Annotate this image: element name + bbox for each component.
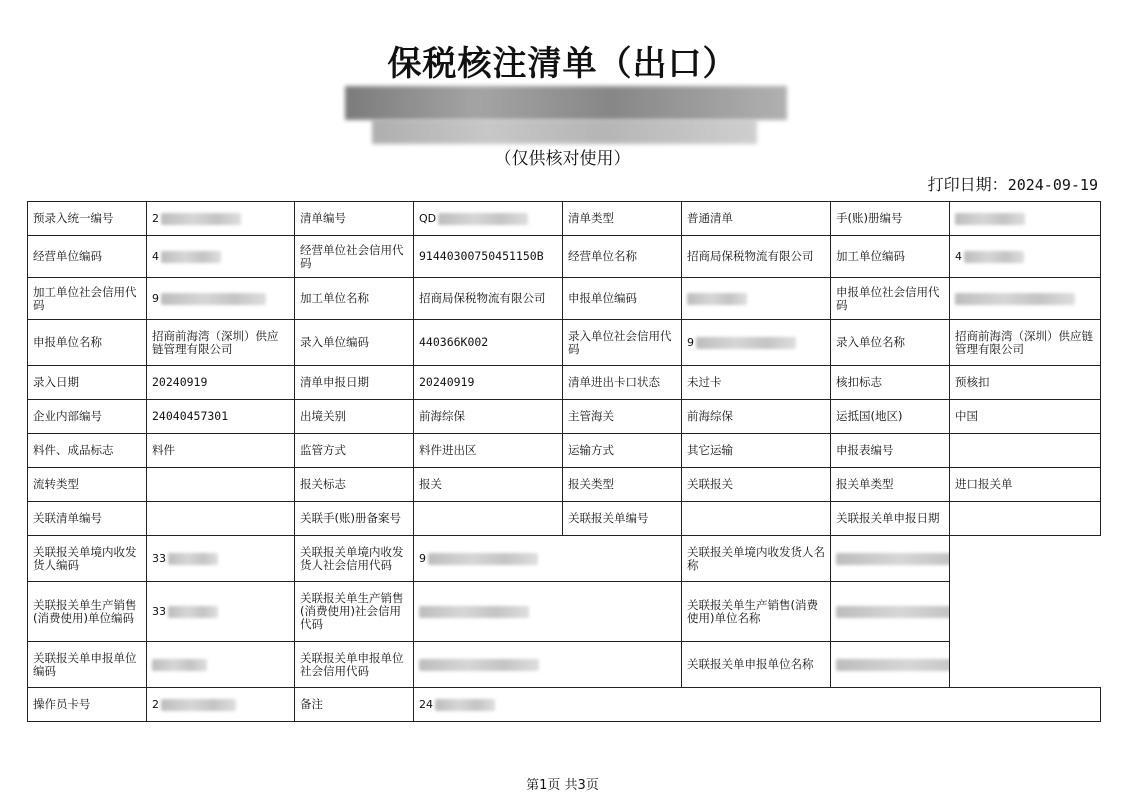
field-value: 20240919 bbox=[414, 366, 563, 400]
field-label: 关联报关单申报单位社会信用代码 bbox=[295, 642, 414, 688]
field-value bbox=[950, 502, 1101, 536]
field-value-prefix: 9 bbox=[419, 552, 426, 565]
field-value bbox=[950, 202, 1101, 236]
field-value: 报关 bbox=[414, 468, 563, 502]
field-label: 清单编号 bbox=[295, 202, 414, 236]
field-label: 关联清单编号 bbox=[28, 502, 147, 536]
field-label: 申报表编号 bbox=[831, 434, 950, 468]
field-label: 手(账)册编号 bbox=[831, 202, 950, 236]
field-value: 其它运输 bbox=[682, 434, 831, 468]
field-value bbox=[414, 582, 682, 642]
table-row bbox=[28, 536, 1101, 582]
field-label: 申报单位社会信用代码 bbox=[831, 278, 950, 320]
redacted-value bbox=[168, 553, 218, 565]
field-label: 报关类型 bbox=[563, 468, 682, 502]
table-row bbox=[28, 366, 1101, 400]
field-value bbox=[831, 536, 950, 582]
field-value: 20240919 bbox=[147, 366, 295, 400]
field-value: 关联报关 bbox=[682, 468, 831, 502]
field-value bbox=[831, 642, 950, 688]
field-value bbox=[682, 320, 831, 366]
redacted-value bbox=[419, 606, 529, 618]
field-value: 中国 bbox=[950, 400, 1101, 434]
field-label: 运输方式 bbox=[563, 434, 682, 468]
field-label: 核扣标志 bbox=[831, 366, 950, 400]
table-row bbox=[28, 502, 1101, 536]
field-value-prefix: 33 bbox=[152, 552, 166, 565]
table-row bbox=[28, 400, 1101, 434]
field-label: 录入单位名称 bbox=[831, 320, 950, 366]
field-label: 录入日期 bbox=[28, 366, 147, 400]
field-label: 清单申报日期 bbox=[295, 366, 414, 400]
field-value bbox=[682, 278, 831, 320]
redacted-value bbox=[696, 337, 796, 349]
document-subtitle: （仅供核对使用） bbox=[494, 149, 631, 169]
redacted-value bbox=[964, 251, 1024, 263]
field-value bbox=[950, 236, 1101, 278]
field-label: 料件、成品标志 bbox=[28, 434, 147, 468]
redacted-value bbox=[836, 553, 950, 565]
field-label: 关联报关单编号 bbox=[563, 502, 682, 536]
field-label: 申报单位编码 bbox=[563, 278, 682, 320]
field-value-prefix: 9 bbox=[152, 292, 159, 305]
table-row bbox=[28, 202, 1101, 236]
field-label: 加工单位名称 bbox=[295, 278, 414, 320]
field-value bbox=[147, 536, 295, 582]
table-row bbox=[28, 642, 1101, 688]
field-value bbox=[950, 278, 1101, 320]
field-label: 关联报关单申报单位名称 bbox=[682, 642, 831, 688]
field-label: 关联手(账)册备案号 bbox=[295, 502, 414, 536]
field-value: 招商局保税物流有限公司 bbox=[414, 278, 563, 320]
field-value bbox=[414, 536, 682, 582]
field-label: 经营单位社会信用代码 bbox=[295, 236, 414, 278]
field-label: 关联报关单生产销售(消费使用)社会信用代码 bbox=[295, 582, 414, 642]
field-value bbox=[682, 502, 831, 536]
redacted-value bbox=[836, 659, 950, 671]
bonded-checklist-table bbox=[27, 201, 1101, 722]
redacted-value bbox=[168, 606, 218, 618]
field-value-prefix: 9 bbox=[687, 336, 694, 349]
field-label: 录入单位编码 bbox=[295, 320, 414, 366]
field-value bbox=[831, 582, 950, 642]
field-value bbox=[147, 202, 295, 236]
table-row bbox=[28, 468, 1101, 502]
field-label: 出境关别 bbox=[295, 400, 414, 434]
field-value bbox=[950, 434, 1101, 468]
print-date-value: 2024-09-19 bbox=[1007, 176, 1098, 194]
redacted-value bbox=[836, 606, 950, 618]
field-label: 经营单位编码 bbox=[28, 236, 147, 278]
field-value: 料件进出区 bbox=[414, 434, 563, 468]
field-value bbox=[147, 688, 295, 722]
field-value: 前海综保 bbox=[414, 400, 563, 434]
table-row bbox=[28, 236, 1101, 278]
redacted-value bbox=[161, 293, 266, 305]
document-title: 保税核注清单（出口） bbox=[387, 44, 738, 84]
field-value bbox=[147, 502, 295, 536]
field-value-prefix: 2 bbox=[152, 212, 159, 225]
field-value bbox=[147, 236, 295, 278]
field-label: 监管方式 bbox=[295, 434, 414, 468]
field-value: 预核扣 bbox=[950, 366, 1101, 400]
field-label: 清单类型 bbox=[563, 202, 682, 236]
field-label: 关联报关单申报单位编码 bbox=[28, 642, 147, 688]
redacted-value bbox=[161, 699, 236, 711]
field-value bbox=[414, 202, 563, 236]
field-label: 加工单位社会信用代码 bbox=[28, 278, 147, 320]
print-date-label: 打印日期： bbox=[927, 175, 1008, 194]
field-label: 流转类型 bbox=[28, 468, 147, 502]
field-value: 未过卡 bbox=[682, 366, 831, 400]
print-date bbox=[928, 174, 1098, 196]
table-row bbox=[28, 434, 1101, 468]
field-value-prefix: QD bbox=[419, 212, 437, 225]
redacted-value bbox=[955, 293, 1075, 305]
field-value: 91440300750451150B bbox=[414, 236, 563, 278]
field-label: 关联报关单境内收发货人编码 bbox=[28, 536, 147, 582]
field-label: 运抵国(地区) bbox=[831, 400, 950, 434]
field-value: 招商前海湾（深圳）供应链管理有限公司 bbox=[950, 320, 1101, 366]
redacted-value bbox=[435, 699, 495, 711]
redacted-value bbox=[161, 251, 221, 263]
redacted-header-line-1 bbox=[345, 86, 787, 120]
field-value: 440366K002 bbox=[414, 320, 563, 366]
field-label: 企业内部编号 bbox=[28, 400, 147, 434]
redacted-value bbox=[161, 213, 241, 225]
field-label: 加工单位编码 bbox=[831, 236, 950, 278]
field-label: 录入单位社会信用代码 bbox=[563, 320, 682, 366]
redacted-header-line-2 bbox=[372, 120, 757, 144]
redacted-value bbox=[438, 213, 528, 225]
field-value: 招商局保税物流有限公司 bbox=[682, 236, 831, 278]
field-value bbox=[414, 642, 682, 688]
field-label: 关联报关单生产销售(消费使用)单位名称 bbox=[682, 582, 831, 642]
field-value bbox=[147, 468, 295, 502]
field-value-prefix: 24 bbox=[419, 698, 433, 711]
redacted-value bbox=[152, 659, 207, 671]
table-row bbox=[28, 582, 1101, 642]
redacted-value bbox=[955, 213, 1025, 225]
field-value: 普通清单 bbox=[682, 202, 831, 236]
field-value: 进口报关单 bbox=[950, 468, 1101, 502]
table-row bbox=[28, 320, 1101, 366]
field-label: 关联报关单境内收发货人社会信用代码 bbox=[295, 536, 414, 582]
field-label: 清单进出卡口状态 bbox=[563, 366, 682, 400]
field-label: 备注 bbox=[295, 688, 414, 722]
table-row bbox=[28, 278, 1101, 320]
field-label: 经营单位名称 bbox=[563, 236, 682, 278]
field-value bbox=[414, 688, 1101, 722]
field-value bbox=[414, 502, 563, 536]
field-value: 前海综保 bbox=[682, 400, 831, 434]
field-value-prefix: 4 bbox=[152, 250, 159, 263]
field-value: 24040457301 bbox=[147, 400, 295, 434]
field-value: 料件 bbox=[147, 434, 295, 468]
field-value-prefix: 2 bbox=[152, 698, 159, 711]
field-label: 关联报关单生产销售(消费使用)单位编码 bbox=[28, 582, 147, 642]
field-value-prefix: 4 bbox=[955, 250, 962, 263]
field-value bbox=[147, 642, 295, 688]
field-value bbox=[147, 278, 295, 320]
page-footer: 第1页 共3页 bbox=[526, 778, 599, 793]
field-label: 报关标志 bbox=[295, 468, 414, 502]
redacted-value bbox=[687, 293, 747, 305]
field-label: 报关单类型 bbox=[831, 468, 950, 502]
field-value-prefix: 33 bbox=[152, 605, 166, 618]
field-value bbox=[147, 582, 295, 642]
redacted-value bbox=[428, 553, 538, 565]
field-label: 预录入统一编号 bbox=[28, 202, 147, 236]
field-label: 关联报关单申报日期 bbox=[831, 502, 950, 536]
redacted-value bbox=[419, 659, 539, 671]
field-label: 申报单位名称 bbox=[28, 320, 147, 366]
field-label: 关联报关单境内收发货人名称 bbox=[682, 536, 831, 582]
field-value: 招商前海湾（深圳）供应链管理有限公司 bbox=[147, 320, 295, 366]
field-label: 主管海关 bbox=[563, 400, 682, 434]
table-row bbox=[28, 688, 1101, 722]
field-label: 操作员卡号 bbox=[28, 688, 147, 722]
